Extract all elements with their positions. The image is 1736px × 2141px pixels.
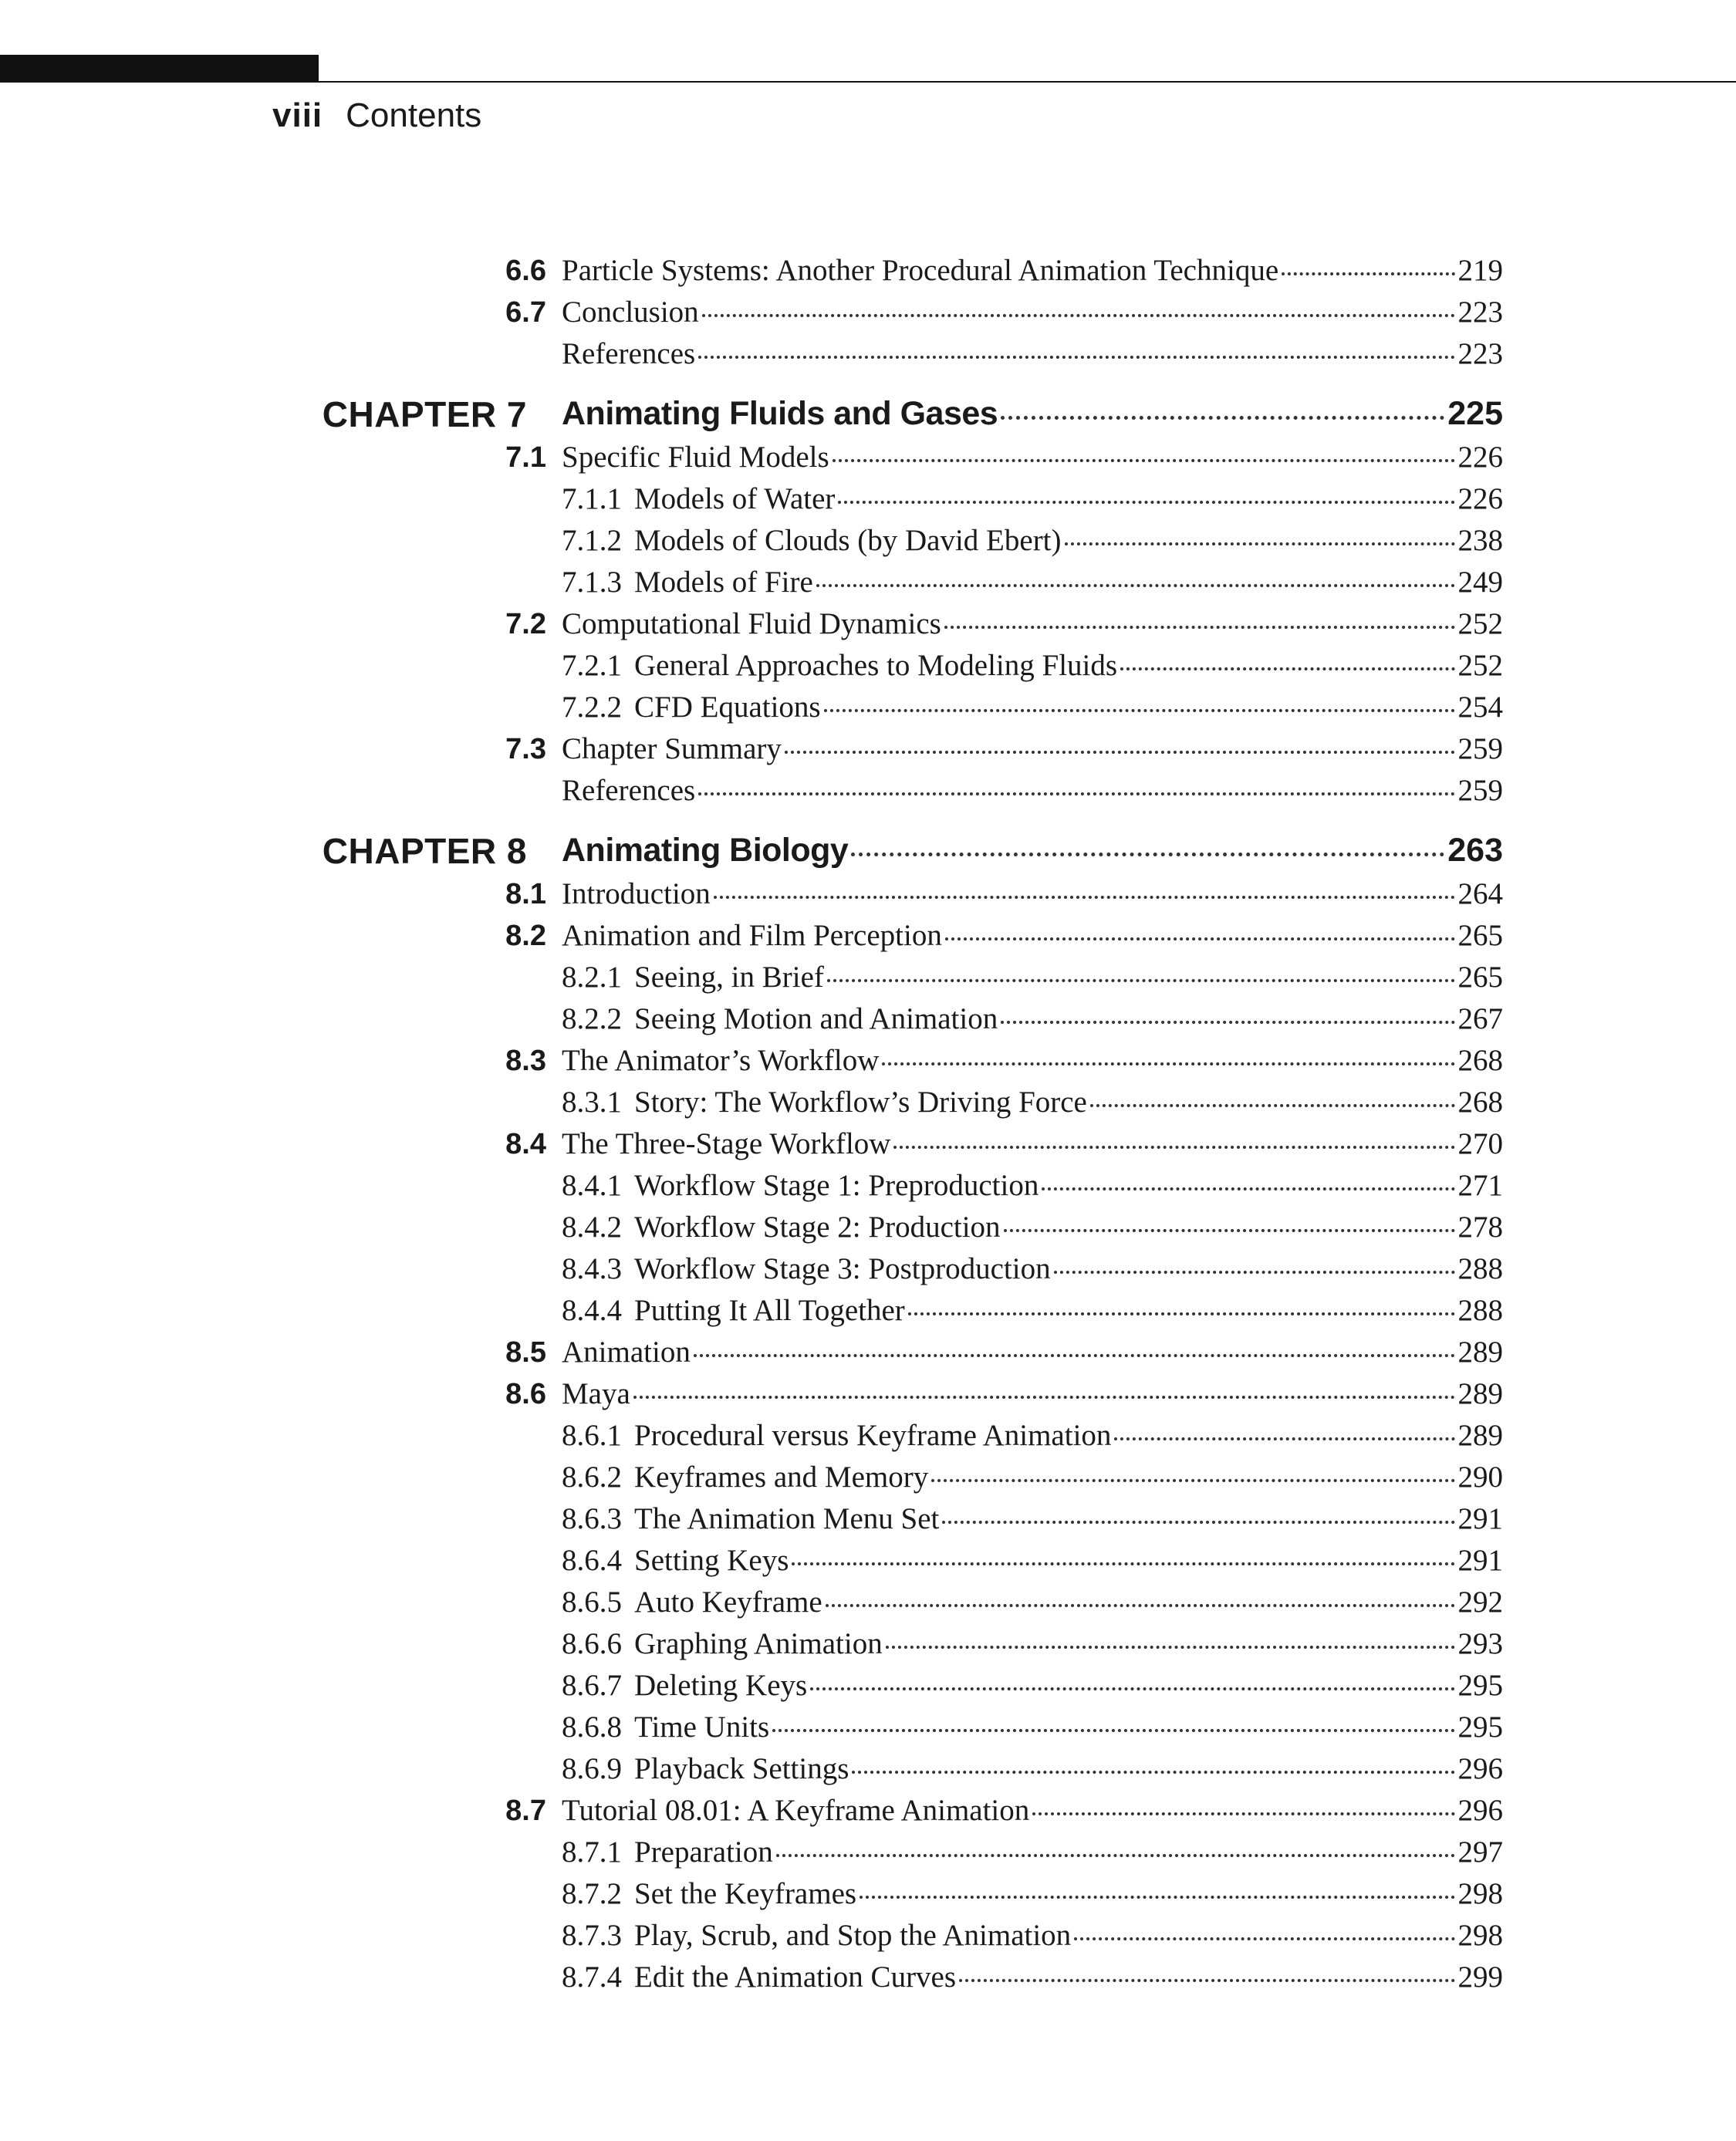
toc-entry [562, 255, 1503, 285]
header-rule [319, 81, 1736, 83]
subsection-number: 8.7.4 [562, 1960, 622, 1994]
dot-leader [860, 1896, 1454, 1899]
toc-entry [562, 1087, 1503, 1117]
dot-leader [931, 1479, 1454, 1482]
toc-subsection-row [0, 560, 1736, 602]
dot-leader [945, 937, 1455, 940]
entry-title-text: References [562, 337, 696, 370]
page-ref: 288 [1457, 1294, 1503, 1327]
entry-title [562, 1170, 1039, 1201]
dot-leader [826, 1604, 1455, 1607]
entry-title [562, 297, 699, 327]
dot-leader [852, 1771, 1454, 1774]
toc-entry [562, 1295, 1503, 1325]
entry-title [562, 1045, 879, 1076]
subsection-number: 8.6.9 [562, 1752, 622, 1785]
dot-leader [1282, 272, 1454, 275]
toc-entry [562, 1920, 1503, 1950]
toc-section-row [0, 872, 1736, 913]
entry-title-text: Seeing, in Brief [634, 961, 824, 994]
toc-subsection-row [0, 518, 1736, 560]
toc-subsection-row [0, 1663, 1736, 1705]
entry-title-text: The Animation Menu Set [634, 1502, 940, 1535]
entry-title-text: The Animator’s Workflow [562, 1044, 880, 1077]
entry-title [562, 1254, 1051, 1284]
toc-entry [562, 1712, 1503, 1742]
entry-title-text: Particle Systems: Another Procedural Animation Technique [562, 254, 1279, 287]
page-ref: 249 [1457, 566, 1503, 599]
page-ref: 267 [1457, 1002, 1503, 1035]
entry-title [562, 567, 813, 597]
entry-title [562, 1670, 807, 1700]
dot-leader [827, 979, 1455, 982]
entry-title-text: Time Units [634, 1710, 770, 1744]
entry-title [562, 920, 942, 951]
toc-subsection-row [0, 1455, 1736, 1497]
toc-entry [562, 1462, 1503, 1492]
toc-entry [562, 484, 1503, 514]
entry-title-text: Auto Keyframe [634, 1585, 822, 1619]
subsection-number: 8.4.4 [562, 1294, 622, 1327]
entry-title-text: Edit the Animation Curves [634, 1960, 957, 1994]
toc-subsection-row [0, 685, 1736, 727]
toc-entry [562, 962, 1503, 992]
entry-title [562, 1879, 856, 1909]
page-ref: 278 [1457, 1211, 1503, 1244]
dot-leader [714, 896, 1455, 899]
entry-title-text: Tutorial 08.01: A Keyframe Animation [562, 1794, 1030, 1827]
dot-leader [792, 1562, 1454, 1565]
entry-title [562, 1087, 1087, 1117]
page-ref: 289 [1457, 1377, 1503, 1410]
dot-leader [702, 314, 1455, 317]
subsection-number: 8.7.1 [562, 1835, 622, 1869]
page-number: viii [272, 96, 323, 134]
entry-title-text: Models of Water [634, 482, 836, 515]
toc-section-row [0, 727, 1736, 768]
dot-leader [1004, 1229, 1455, 1232]
toc-subsection-row [0, 1622, 1736, 1663]
dot-leader [959, 1979, 1454, 1982]
dot-leader [1065, 542, 1455, 545]
entry-title [562, 609, 941, 639]
entry-title-text: Deleting Keys [634, 1669, 808, 1702]
dot-leader [698, 792, 1454, 795]
section-number: 8.2 [505, 920, 546, 952]
entry-title-text: Putting It All Together [634, 1294, 905, 1327]
page-ref: 263 [1447, 832, 1503, 869]
subsection-number: 8.6.7 [562, 1669, 622, 1702]
dot-leader [1001, 416, 1444, 420]
entry-title-text: Animation [562, 1336, 691, 1369]
toc-section-row [0, 332, 1736, 373]
entry-title-text: Animation and Film Perception [562, 919, 942, 952]
page-ref: 295 [1457, 1669, 1503, 1702]
page-ref: 238 [1457, 524, 1503, 557]
entry-title [562, 1295, 905, 1325]
page-ref: 270 [1457, 1127, 1503, 1160]
dot-leader [694, 1354, 1455, 1357]
page-ref: 293 [1457, 1627, 1503, 1660]
page-ref: 290 [1457, 1461, 1503, 1494]
page-ref: 226 [1457, 441, 1503, 474]
toc-section-row [0, 913, 1736, 955]
entry-title-text: Keyframes and Memory [634, 1461, 929, 1494]
section-number: 6.6 [505, 255, 546, 287]
dot-leader [1042, 1187, 1454, 1190]
page-ref: 292 [1457, 1585, 1503, 1619]
chapter-number: CHAPTER 7 [322, 394, 527, 434]
dot-leader [908, 1312, 1455, 1315]
running-title: Contents [346, 96, 482, 134]
section-number: 8.1 [505, 878, 546, 910]
entry-title-text: Preparation [634, 1835, 773, 1869]
toc-entry [562, 1754, 1503, 1784]
toc-entry [562, 734, 1503, 764]
toc-subsection-row [0, 1705, 1736, 1747]
toc-subsection-row [0, 1163, 1736, 1205]
toc-subsection-row [0, 1497, 1736, 1538]
toc-entry [562, 1587, 1503, 1617]
toc-subsection-row [0, 1288, 1736, 1330]
toc-chapter-row [0, 829, 1736, 872]
entry-title-text: Animating Fluids and Gases [562, 395, 998, 432]
page-ref: 219 [1457, 254, 1503, 287]
toc-entry [562, 1129, 1503, 1159]
dot-leader [810, 1687, 1454, 1690]
entry-title [562, 1337, 691, 1367]
entry-title-text: Specific Fluid Models [562, 441, 829, 474]
page-ref: 265 [1457, 961, 1503, 994]
toc-subsection-row [0, 1413, 1736, 1455]
subsection-number: 8.6.3 [562, 1502, 622, 1535]
toc-section-row [0, 1330, 1736, 1372]
entry-title [562, 1962, 956, 1992]
section-number: 8.4 [505, 1128, 546, 1160]
page-ref: 259 [1457, 774, 1503, 807]
toc-entry [562, 609, 1503, 639]
entry-title [562, 1837, 773, 1867]
toc-entry [562, 1004, 1503, 1034]
page-ref: 259 [1457, 732, 1503, 765]
dot-leader [1114, 1437, 1454, 1440]
entry-title-text: CFD Equations [634, 691, 821, 724]
toc-entry [562, 1837, 1503, 1867]
page-ref: 226 [1457, 482, 1503, 515]
dot-leader [886, 1646, 1455, 1649]
toc-entry [562, 650, 1503, 680]
page-ref: 268 [1457, 1044, 1503, 1077]
page-ref: 223 [1457, 337, 1503, 370]
section-number: 7.3 [505, 733, 546, 765]
dot-leader [942, 1521, 1454, 1524]
toc-subsection-row [0, 1580, 1736, 1622]
subsection-number: 7.2.1 [562, 649, 622, 682]
toc-subsection-row [0, 643, 1736, 685]
dot-leader [882, 1062, 1454, 1065]
toc-subsection-row [0, 1747, 1736, 1788]
subsection-number: 8.4.3 [562, 1252, 622, 1285]
entry-title [562, 1129, 890, 1159]
entry-title [562, 484, 835, 514]
subsection-number: 8.6.2 [562, 1461, 622, 1494]
entry-title [562, 1712, 769, 1742]
toc-entry [562, 1545, 1503, 1575]
dot-leader [833, 459, 1455, 462]
entry-title [562, 1212, 1001, 1242]
entry-title [562, 1379, 630, 1409]
page-ref: 296 [1457, 1752, 1503, 1785]
table-of-contents [0, 248, 1736, 1997]
entry-title-text: Playback Settings [634, 1752, 849, 1785]
dot-leader [1120, 667, 1454, 670]
toc-entry [562, 775, 1503, 805]
dot-leader [816, 584, 1455, 587]
page-ref: 271 [1457, 1169, 1503, 1202]
chapter-number: CHAPTER 8 [322, 831, 527, 871]
toc-entry [562, 920, 1503, 951]
page-ref: 252 [1457, 649, 1503, 682]
toc-entry [562, 1170, 1503, 1201]
entry-title-text: Chapter Summary [562, 732, 782, 765]
page-ref: 225 [1447, 395, 1503, 432]
section-number: 8.6 [505, 1378, 546, 1410]
section-number: 8.5 [505, 1336, 546, 1369]
entry-title [562, 879, 711, 909]
dot-leader [1054, 1271, 1455, 1274]
entry-title [562, 692, 821, 722]
toc-subsection-row [0, 1830, 1736, 1872]
entry-title-text: Conclusion [562, 295, 699, 329]
entry-title [562, 1754, 849, 1784]
section-number: 8.3 [505, 1045, 546, 1077]
page-ref: 291 [1457, 1502, 1503, 1535]
entry-title [562, 1504, 939, 1534]
page-ref: 252 [1457, 607, 1503, 640]
toc-entry [562, 525, 1503, 556]
page-ref: 288 [1457, 1252, 1503, 1285]
toc-entry [562, 1254, 1503, 1284]
toc-entry [562, 1420, 1503, 1450]
entry-title [562, 1004, 998, 1034]
toc-subsection-row [0, 1247, 1736, 1288]
subsection-number: 8.2.1 [562, 961, 622, 994]
entry-title-text: Procedural versus Keyframe Animation [634, 1419, 1112, 1452]
toc-section-row [0, 290, 1736, 332]
page-ref: 295 [1457, 1710, 1503, 1744]
page-ref: 223 [1457, 295, 1503, 329]
toc-subsection-row [0, 1538, 1736, 1580]
header-bar-block [0, 55, 319, 83]
dot-leader [1090, 1104, 1455, 1107]
toc-section-row [0, 1122, 1736, 1163]
subsection-number: 7.1.3 [562, 566, 622, 599]
entry-title [562, 339, 695, 369]
section-number: 8.7 [505, 1795, 546, 1827]
dot-leader [851, 853, 1444, 856]
toc-entry [562, 397, 1503, 431]
subsection-number: 8.7.3 [562, 1919, 622, 1952]
toc-subsection-row [0, 1205, 1736, 1247]
subsection-number: 8.4.2 [562, 1211, 622, 1244]
entry-title [562, 834, 848, 867]
subsection-number: 8.4.1 [562, 1169, 622, 1202]
entry-title-text: Story: The Workflow’s Driving Force [634, 1086, 1087, 1119]
page-ref: 298 [1457, 1919, 1503, 1952]
section-number: 7.1 [505, 441, 546, 474]
page-ref: 289 [1457, 1419, 1503, 1452]
subsection-number: 8.7.2 [562, 1877, 622, 1910]
toc-subsection-row [0, 1913, 1736, 1955]
dot-leader [698, 356, 1454, 359]
toc-entry [562, 1504, 1503, 1534]
entry-title-text: Workflow Stage 3: Postproduction [634, 1252, 1051, 1285]
entry-title-text: Animating Biology [562, 832, 849, 869]
subsection-number: 7.1.1 [562, 482, 622, 515]
toc-section-row [0, 1372, 1736, 1413]
running-head [272, 93, 481, 139]
entry-title-text: Computational Fluid Dynamics [562, 607, 941, 640]
entry-title [562, 1920, 1071, 1950]
dot-leader [893, 1146, 1454, 1149]
toc-entry [562, 1629, 1503, 1659]
toc-subsection-row [0, 1872, 1736, 1913]
subsection-number: 8.6.8 [562, 1710, 622, 1744]
page-ref: 291 [1457, 1544, 1503, 1577]
entry-title [562, 1629, 883, 1659]
toc-section-row [0, 248, 1736, 290]
toc-section-row [0, 435, 1736, 477]
entry-title [562, 650, 1117, 680]
toc-entry [562, 1379, 1503, 1409]
entry-title-text: Seeing Motion and Animation [634, 1002, 998, 1035]
entry-title-text: Workflow Stage 1: Preproduction [634, 1169, 1039, 1202]
entry-title-text: Maya [562, 1377, 630, 1410]
page-ref: 299 [1457, 1960, 1503, 1994]
entry-title-text: Setting Keys [634, 1544, 789, 1577]
toc-entry [562, 1670, 1503, 1700]
toc-subsection-row [0, 477, 1736, 518]
toc-entry [562, 692, 1503, 722]
entry-title [562, 734, 782, 764]
page-ref: 297 [1457, 1835, 1503, 1869]
subsection-number: 7.1.2 [562, 524, 622, 557]
toc-section-row [0, 1038, 1736, 1080]
toc-entry [562, 834, 1503, 867]
subsection-number: 8.6.1 [562, 1419, 622, 1452]
section-number: 7.2 [505, 608, 546, 640]
entry-title [562, 1587, 822, 1617]
page-ref: 265 [1457, 919, 1503, 952]
dot-leader [785, 751, 1455, 754]
page-ref: 268 [1457, 1086, 1503, 1119]
entry-title [562, 442, 829, 472]
subsection-number: 8.2.2 [562, 1002, 622, 1035]
dot-leader [633, 1396, 1455, 1399]
toc-entry [562, 1212, 1503, 1242]
entry-title-text: Models of Clouds (by David Ebert) [634, 524, 1062, 557]
page-ref: 264 [1457, 877, 1503, 910]
toc-entry [562, 1962, 1503, 1992]
toc-subsection-row [0, 955, 1736, 997]
dot-leader [1074, 1937, 1454, 1940]
entry-title [562, 525, 1062, 556]
toc-chapter-row [0, 392, 1736, 435]
entry-title [562, 255, 1278, 285]
dot-leader [776, 1854, 1455, 1857]
entry-title-text: Play, Scrub, and Stop the Animation [634, 1919, 1072, 1952]
page-ref: 254 [1457, 691, 1503, 724]
toc-section-row [0, 602, 1736, 643]
toc-subsection-row [0, 1080, 1736, 1122]
dot-leader [1001, 1021, 1454, 1024]
entry-title-text: Set the Keyframes [634, 1877, 857, 1910]
entry-title-text: General Approaches to Modeling Fluids [634, 649, 1118, 682]
toc-entry [562, 1045, 1503, 1076]
toc-entry [562, 1795, 1503, 1825]
page-ref: 289 [1457, 1336, 1503, 1369]
entry-title [562, 775, 695, 805]
toc-entry [562, 1879, 1503, 1909]
dot-leader [838, 501, 1454, 504]
subsection-number: 8.6.4 [562, 1544, 622, 1577]
entry-title [562, 962, 824, 992]
toc-entry [562, 879, 1503, 909]
entry-title-text: Graphing Animation [634, 1627, 883, 1660]
entry-title-text: Workflow Stage 2: Production [634, 1211, 1001, 1244]
entry-title [562, 1545, 789, 1575]
subsection-number: 7.2.2 [562, 691, 622, 724]
entry-title-text: References [562, 774, 696, 807]
toc-section-row [0, 1788, 1736, 1830]
entry-title-text: Models of Fire [634, 566, 813, 599]
entry-title-text: The Three-Stage Workflow [562, 1127, 891, 1160]
toc-subsection-row [0, 997, 1736, 1038]
entry-title-text: Introduction [562, 877, 711, 910]
dot-leader [824, 709, 1455, 712]
toc-entry [562, 1337, 1503, 1367]
subsection-number: 8.6.5 [562, 1585, 622, 1619]
page-ref: 296 [1457, 1794, 1503, 1827]
entry-title [562, 397, 998, 431]
toc-entry [562, 297, 1503, 327]
toc-entry [562, 442, 1503, 472]
entry-title [562, 1420, 1111, 1450]
dot-leader [772, 1729, 1454, 1732]
section-number: 6.7 [505, 296, 546, 329]
toc-entry [562, 339, 1503, 369]
toc-subsection-row [0, 1955, 1736, 1997]
dot-leader [944, 626, 1455, 629]
page-ref: 298 [1457, 1877, 1503, 1910]
subsection-number: 8.3.1 [562, 1086, 622, 1119]
toc-section-row [0, 768, 1736, 810]
entry-title [562, 1462, 928, 1492]
dot-leader [1032, 1812, 1454, 1815]
entry-title [562, 1795, 1029, 1825]
toc-entry [562, 567, 1503, 597]
subsection-number: 8.6.6 [562, 1627, 622, 1660]
